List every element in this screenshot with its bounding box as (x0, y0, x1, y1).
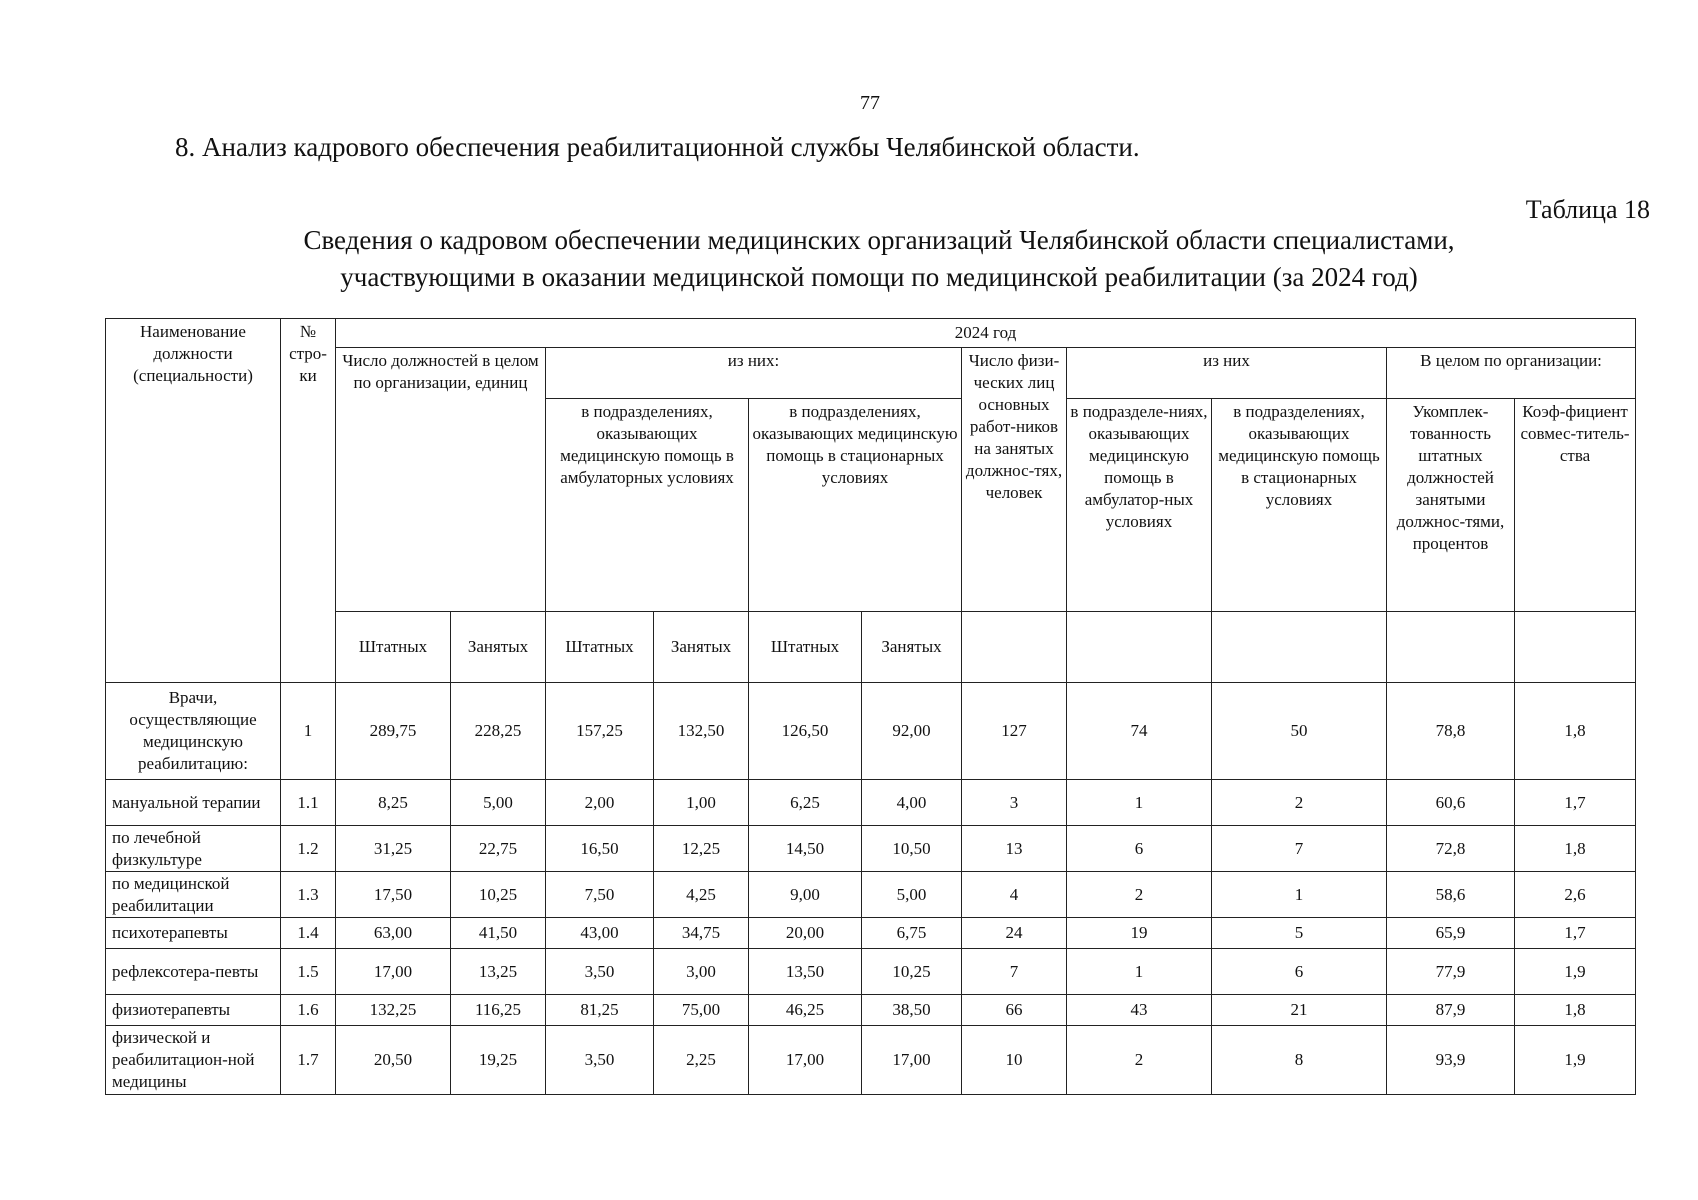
cell-outpatient-occupied: 75,00 (654, 995, 749, 1026)
cell-staffing-percent: 58,6 (1387, 872, 1515, 918)
cell-combination-coef: 1,8 (1515, 683, 1636, 780)
cell-outpatient-staff: 81,25 (546, 995, 654, 1026)
cell-inpatient-occupied: 17,00 (862, 1026, 962, 1095)
row-name: психотерапевты (106, 918, 281, 949)
cell-total-staff: 289,75 (336, 683, 451, 780)
cell-combination-coef: 1,7 (1515, 918, 1636, 949)
cell-outpatient-staff: 16,50 (546, 826, 654, 872)
cell-outpatient-staff: 7,50 (546, 872, 654, 918)
cell-inpatient-staff: 13,50 (749, 949, 862, 995)
row-name: по медицинской реабилитации (106, 872, 281, 918)
table-row (106, 826, 1636, 872)
cell-total-occupied: 19,25 (451, 1026, 546, 1095)
page-number: 77 (860, 92, 880, 114)
cell-inpatient-persons: 7 (1212, 826, 1387, 872)
cell-total-staff: 17,00 (336, 949, 451, 995)
header-org-total: В целом по организации: (1387, 348, 1636, 399)
table-row (106, 1026, 1636, 1095)
row-number: 1.7 (281, 1026, 336, 1095)
cell-staffing-percent: 77,9 (1387, 949, 1515, 995)
cell-inpatient-occupied: 5,00 (862, 872, 962, 918)
cell-inpatient-occupied: 38,50 (862, 995, 962, 1026)
cell-staffing-percent: 72,8 (1387, 826, 1515, 872)
cell-outpatient-persons: 74 (1067, 683, 1212, 780)
caption-line-1: Сведения о кадровом обеспечении медицинских организаций Челябинской области специалистами, (303, 225, 1455, 255)
cell-outpatient-occupied: 1,00 (654, 780, 749, 826)
table-label: Таблица 18 (1525, 195, 1650, 224)
cell-outpatient-occupied: 34,75 (654, 918, 749, 949)
table-row (106, 872, 1636, 918)
cell-outpatient-occupied: 4,25 (654, 872, 749, 918)
cell-inpatient-occupied: 10,50 (862, 826, 962, 872)
table-row (106, 780, 1636, 826)
cell-inpatient-persons: 6 (1212, 949, 1387, 995)
header-of-them-2: из них (1067, 348, 1387, 399)
cell-combination-coef: 1,9 (1515, 949, 1636, 995)
row-name: рефлексотера-певты (106, 949, 281, 995)
staffing-table (105, 318, 1636, 1095)
header-total-staff: Штатных (336, 612, 451, 683)
cell-staffing-percent: 60,6 (1387, 780, 1515, 826)
cell-combination-coef: 1,7 (1515, 780, 1636, 826)
cell-staffing-percent: 65,9 (1387, 918, 1515, 949)
cell-inpatient-staff: 14,50 (749, 826, 862, 872)
cell-total-occupied: 228,25 (451, 683, 546, 780)
row-number: 1 (281, 683, 336, 780)
cell-inpatient-staff: 20,00 (749, 918, 862, 949)
header-inpatient-occupied: Занятых (862, 612, 962, 683)
row-name: физической и реабилитацион-ной медицины (106, 1026, 281, 1095)
cell-inpatient-occupied: 6,75 (862, 918, 962, 949)
cell-outpatient-occupied: 12,25 (654, 826, 749, 872)
cell-outpatient-persons: 2 (1067, 1026, 1212, 1095)
header-empty-persons (962, 612, 1067, 683)
cell-inpatient-persons: 50 (1212, 683, 1387, 780)
header-empty-out-persons (1067, 612, 1212, 683)
cell-inpatient-persons: 1 (1212, 872, 1387, 918)
cell-persons: 24 (962, 918, 1067, 949)
header-row-number: № стро-ки (281, 319, 336, 683)
row-number: 1.1 (281, 780, 336, 826)
cell-outpatient-persons: 43 (1067, 995, 1212, 1026)
cell-combination-coef: 1,8 (1515, 995, 1636, 1026)
table-row (106, 918, 1636, 949)
cell-outpatient-persons: 19 (1067, 918, 1212, 949)
cell-persons: 7 (962, 949, 1067, 995)
cell-outpatient-staff: 43,00 (546, 918, 654, 949)
cell-inpatient-persons: 2 (1212, 780, 1387, 826)
row-number: 1.5 (281, 949, 336, 995)
header-inpatient-staff: Штатных (749, 612, 862, 683)
cell-total-staff: 63,00 (336, 918, 451, 949)
cell-combination-coef: 2,6 (1515, 872, 1636, 918)
cell-inpatient-occupied: 10,25 (862, 949, 962, 995)
cell-total-occupied: 5,00 (451, 780, 546, 826)
cell-outpatient-staff: 157,25 (546, 683, 654, 780)
cell-staffing-percent: 87,9 (1387, 995, 1515, 1026)
cell-persons: 4 (962, 872, 1067, 918)
table-row (106, 949, 1636, 995)
header-persons: Число физи-ческих лиц основных работ-ников на занятых должнос-тях, человек (962, 348, 1067, 612)
cell-outpatient-staff: 3,50 (546, 949, 654, 995)
cell-persons: 66 (962, 995, 1067, 1026)
cell-total-staff: 17,50 (336, 872, 451, 918)
header-staffing-percent: Укомплек-тованность штатных должностей занятыми должнос-тями, процентов (1387, 399, 1515, 612)
cell-inpatient-occupied: 92,00 (862, 683, 962, 780)
cell-persons: 127 (962, 683, 1067, 780)
row-number: 1.3 (281, 872, 336, 918)
cell-outpatient-occupied: 2,25 (654, 1026, 749, 1095)
cell-inpatient-occupied: 4,00 (862, 780, 962, 826)
header-inpatient-persons: в подразделениях, оказывающих медицинскую помощь в стационарных условиях (1212, 399, 1387, 612)
header-combination-coef: Коэф-фициент совмес-титель-ства (1515, 399, 1636, 612)
cell-total-occupied: 41,50 (451, 918, 546, 949)
cell-inpatient-staff: 17,00 (749, 1026, 862, 1095)
row-name: по лечебной физкультуре (106, 826, 281, 872)
cell-outpatient-persons: 1 (1067, 780, 1212, 826)
table-row (106, 995, 1636, 1026)
cell-total-occupied: 116,25 (451, 995, 546, 1026)
cell-staffing-percent: 93,9 (1387, 1026, 1515, 1095)
header-empty-coef (1515, 612, 1636, 683)
cell-outpatient-persons: 2 (1067, 872, 1212, 918)
header-year: 2024 год (336, 319, 1636, 348)
cell-persons: 13 (962, 826, 1067, 872)
caption-line-2: участвующими в оказании медицинской помощи по медицинской реабилитации (за 2024 год) (340, 262, 1418, 292)
cell-combination-coef: 1,8 (1515, 826, 1636, 872)
row-name: мануальной терапии (106, 780, 281, 826)
cell-outpatient-persons: 1 (1067, 949, 1212, 995)
cell-total-staff: 31,25 (336, 826, 451, 872)
cell-total-occupied: 22,75 (451, 826, 546, 872)
cell-persons: 10 (962, 1026, 1067, 1095)
cell-total-staff: 132,25 (336, 995, 451, 1026)
cell-outpatient-occupied: 3,00 (654, 949, 749, 995)
cell-inpatient-staff: 46,25 (749, 995, 862, 1026)
header-inpatient-units: в подразделениях, оказывающих медицинскую помощь в стационарных условиях (749, 399, 962, 612)
header-outpatient-units: в подразделениях, оказывающих медицинскую помощь в амбулаторных условиях (546, 399, 749, 612)
section-heading: 8. Анализ кадрового обеспечения реабилитационной службы Челябинской области. (175, 132, 1140, 162)
cell-persons: 3 (962, 780, 1067, 826)
cell-outpatient-staff: 3,50 (546, 1026, 654, 1095)
row-number: 1.4 (281, 918, 336, 949)
cell-inpatient-staff: 9,00 (749, 872, 862, 918)
header-outpatient-staff: Штатных (546, 612, 654, 683)
cell-inpatient-staff: 6,25 (749, 780, 862, 826)
row-name: Врачи, осуществляющие медицинскую реабилитацию: (106, 683, 281, 780)
cell-inpatient-staff: 126,50 (749, 683, 862, 780)
cell-inpatient-persons: 5 (1212, 918, 1387, 949)
header-outpatient-occupied: Занятых (654, 612, 749, 683)
cell-total-occupied: 10,25 (451, 872, 546, 918)
cell-combination-coef: 1,9 (1515, 1026, 1636, 1095)
row-name: физиотерапевты (106, 995, 281, 1026)
header-of-them-1: из них: (546, 348, 962, 399)
cell-outpatient-occupied: 132,50 (654, 683, 749, 780)
cell-total-staff: 20,50 (336, 1026, 451, 1095)
cell-inpatient-persons: 21 (1212, 995, 1387, 1026)
cell-inpatient-persons: 8 (1212, 1026, 1387, 1095)
cell-total-staff: 8,25 (336, 780, 451, 826)
cell-total-occupied: 13,25 (451, 949, 546, 995)
cell-outpatient-persons: 6 (1067, 826, 1212, 872)
row-number: 1.2 (281, 826, 336, 872)
table-caption (0, 222, 1698, 296)
header-total-positions: Число должностей в целом по организации, единиц (336, 348, 546, 612)
cell-staffing-percent: 78,8 (1387, 683, 1515, 780)
header-total-occupied: Занятых (451, 612, 546, 683)
header-position: Наименование должности (специальности) (106, 319, 281, 683)
table-row (106, 683, 1636, 780)
header-empty-staffing (1387, 612, 1515, 683)
header-outpatient-persons: в подразделе-ниях, оказывающих медицинскую помощь в амбулатор-ных условиях (1067, 399, 1212, 612)
row-number: 1.6 (281, 995, 336, 1026)
cell-outpatient-staff: 2,00 (546, 780, 654, 826)
header-empty-in-persons (1212, 612, 1387, 683)
